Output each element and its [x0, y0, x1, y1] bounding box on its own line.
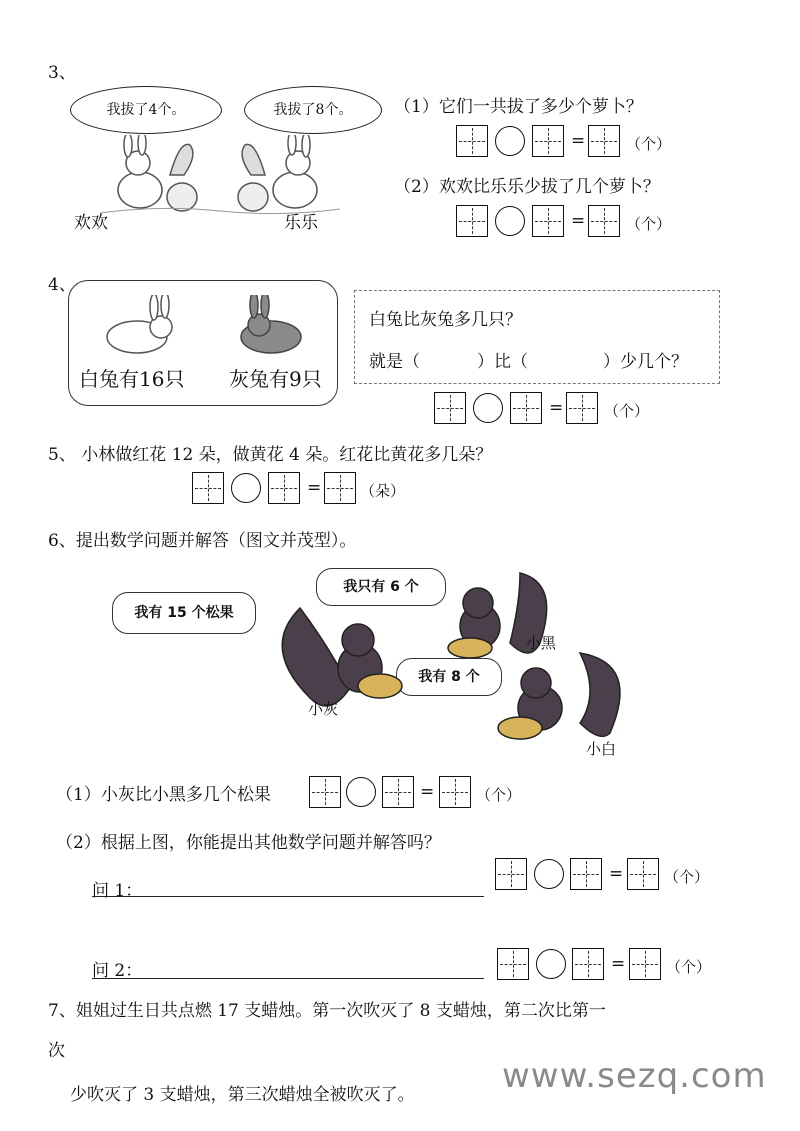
q7-line-3: 少吹灭了 3 支蜡烛，第三次蜡烛全被吹灭了。: [70, 1085, 415, 1105]
answer-box[interactable]: [456, 125, 488, 157]
question-1-label: 问 1：: [92, 881, 143, 901]
answer-box[interactable]: [268, 472, 300, 504]
answer-box[interactable]: [510, 392, 542, 424]
answer-box[interactable]: [324, 472, 356, 504]
answer-box[interactable]: [532, 205, 564, 237]
bubble-text: 我有 15 个松果: [134, 605, 234, 621]
equals-sign: =: [420, 782, 435, 802]
operator-circle[interactable]: [495, 206, 525, 236]
gray-rabbit-label: 灰兔有9只: [229, 367, 322, 391]
unit-label: （朵）: [360, 482, 406, 500]
answer-box[interactable]: [572, 948, 604, 980]
q3-sub2: （2）欢欢比乐乐少拔了几个萝卜？: [394, 177, 660, 197]
operator-circle[interactable]: [473, 393, 503, 423]
answer-box[interactable]: [566, 392, 598, 424]
operator-circle[interactable]: [231, 473, 261, 503]
q6-text: 6、提出数学问题并解答（图文并茂型）。: [48, 531, 357, 551]
q3-number: 3、: [48, 63, 76, 83]
answer-box[interactable]: [629, 948, 661, 980]
unit-label: （个）: [626, 135, 672, 153]
bubble-text: 我只有 6 个: [343, 579, 419, 595]
equals-sign: =: [611, 954, 626, 974]
speech-bubble-huanhuan: [70, 86, 222, 134]
name-lele: 乐乐: [284, 213, 318, 233]
q4-hint-part-c: ）少几个？: [603, 352, 688, 372]
question-2-label: 问 2：: [92, 961, 143, 981]
answer-box[interactable]: [627, 858, 659, 890]
bubble-text: 我拔了4个。: [106, 102, 186, 118]
answer-box[interactable]: [532, 125, 564, 157]
name-xiaobai: 小白: [586, 740, 617, 758]
answer-box[interactable]: [497, 948, 529, 980]
squirrels-illustration: [270, 568, 630, 748]
name-xiaohei: 小黑: [526, 634, 557, 652]
q4-hint-part-a: 就是（: [369, 352, 420, 372]
bubble-text: 我有 8 个: [418, 669, 480, 685]
equals-sign: =: [549, 398, 564, 418]
unit-label: （个）: [664, 868, 710, 886]
bubble-text: 我拔了8个。: [273, 102, 353, 118]
equals-sign: =: [571, 211, 586, 231]
white-rabbit-illustration: [99, 295, 189, 357]
question-1-answer-line[interactable]: [92, 896, 484, 897]
answer-box[interactable]: [382, 776, 414, 808]
operator-circle[interactable]: [495, 126, 525, 156]
rabbit-picture-frame: [68, 280, 338, 406]
answer-box[interactable]: [495, 858, 527, 890]
operator-circle[interactable]: [534, 859, 564, 889]
answer-box[interactable]: [434, 392, 466, 424]
site-watermark: www.sezq.com: [502, 1056, 767, 1096]
equals-sign: =: [571, 131, 586, 151]
q4-hint-box: [354, 290, 720, 384]
answer-box[interactable]: [588, 205, 620, 237]
answer-box[interactable]: [456, 205, 488, 237]
name-xiaohui: 小灰: [308, 700, 339, 718]
gray-rabbit-illustration: [229, 295, 319, 357]
unit-label: （个）: [476, 786, 522, 804]
q4-question: 白兔比灰兔多几只？: [369, 310, 522, 330]
equals-sign: =: [609, 864, 624, 884]
operator-circle[interactable]: [346, 777, 376, 807]
q4-number: 4、: [48, 275, 76, 295]
answer-box[interactable]: [192, 472, 224, 504]
equals-sign: =: [307, 478, 322, 498]
speech-bubble-lele: [244, 86, 382, 134]
answer-box[interactable]: [588, 125, 620, 157]
q6-sub2: （2）根据上图，你能提出其他数学问题并解答吗？: [56, 833, 441, 853]
q3-sub1: （1）它们一共拔了多少个萝卜？: [394, 97, 643, 117]
white-rabbit-label: 白兔有16只: [79, 367, 185, 391]
answer-box[interactable]: [439, 776, 471, 808]
q7-line-1: 7、姐姐过生日共点燃 17 支蜡烛。第一次吹灭了 8 支蜡烛，第二次比第一: [48, 1001, 606, 1021]
unit-label: （个）: [604, 402, 650, 420]
name-huanhuan: 欢欢: [74, 213, 108, 233]
q5-text: 5、 小林做红花 12 朵，做黄花 4 朵。红花比黄花多几朵？: [48, 445, 493, 465]
question-2-answer-line[interactable]: [92, 978, 484, 979]
unit-label: （个）: [626, 215, 672, 233]
q4-hint-part-b: ）比（: [477, 352, 528, 372]
q6-sub1: （1）小灰比小黑多几个松果: [56, 785, 271, 805]
speech-bubble-xiaohui: [112, 592, 256, 634]
q7-line-2: 次: [48, 1041, 65, 1061]
answer-box[interactable]: [570, 858, 602, 890]
unit-label: （个）: [666, 958, 712, 976]
answer-box[interactable]: [309, 776, 341, 808]
operator-circle[interactable]: [536, 949, 566, 979]
